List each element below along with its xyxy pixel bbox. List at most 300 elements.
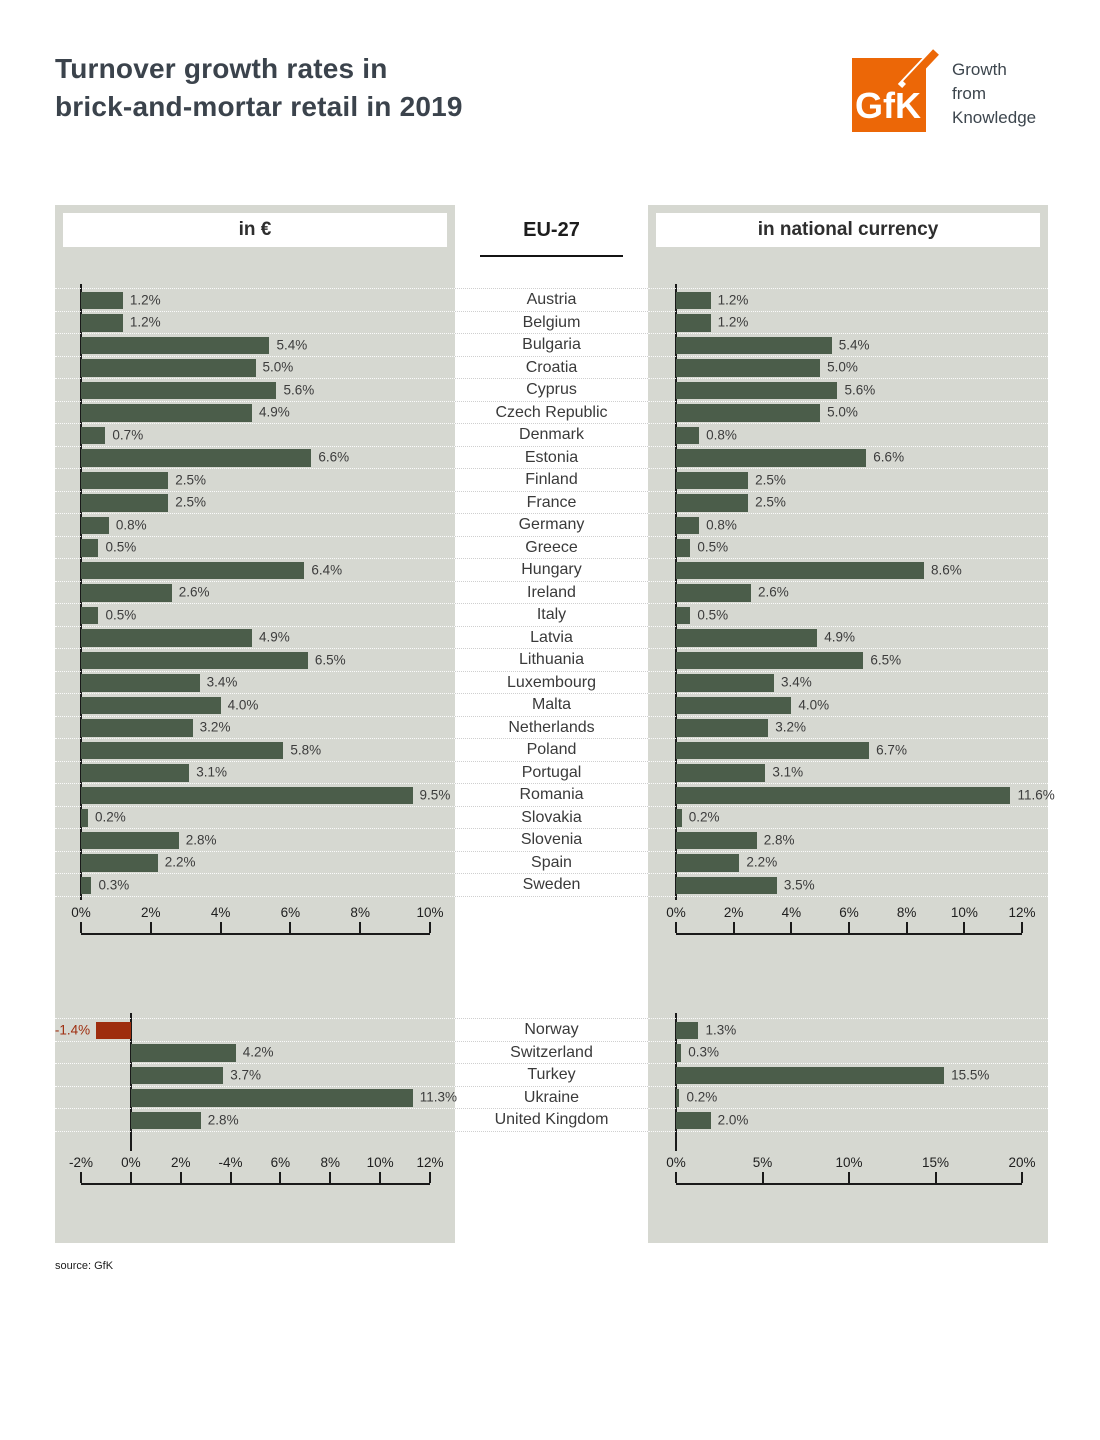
bar-value-label: 2.8% [207, 1112, 239, 1128]
bar-value-label: 2.8% [185, 832, 217, 848]
bar [81, 314, 123, 332]
bar-value-label: 2.2% [164, 854, 196, 870]
axis-tick-label: 15% [921, 1155, 950, 1170]
country-label: Malta [455, 694, 648, 717]
bar [676, 1044, 681, 1062]
country-label: Sweden [455, 874, 648, 897]
bar-value-label: -1.4% [54, 1022, 91, 1038]
bar [81, 472, 168, 490]
country-label: Slovenia [455, 829, 648, 852]
bar-value-label: 3.5% [783, 877, 815, 893]
bar-value-label: 0.5% [697, 539, 729, 555]
bar-row [648, 604, 1048, 627]
bar-row [55, 492, 455, 515]
bar [81, 832, 179, 850]
bar-value-label: 2.5% [175, 472, 207, 488]
country-label: Spain [455, 852, 648, 875]
bar [81, 494, 168, 512]
bar-value-label: 5.6% [283, 382, 315, 398]
bar [131, 1067, 223, 1085]
bar-row [648, 289, 1048, 312]
axis-tick [279, 1172, 281, 1183]
bar [81, 697, 221, 715]
axis-tick [906, 922, 908, 933]
bar-row [55, 559, 455, 582]
axis-tick-label: 0% [666, 1155, 686, 1170]
header-in-euro: in € [63, 213, 447, 247]
axis-tick [963, 922, 965, 933]
bar [81, 292, 123, 310]
axis-tick [429, 922, 431, 933]
bar-row [55, 694, 455, 717]
bar-value-label: 4.9% [259, 629, 290, 645]
axis-tick [130, 1172, 132, 1183]
axis-line [81, 933, 430, 935]
bar-row [648, 649, 1048, 672]
bar [676, 584, 751, 602]
bar [676, 337, 832, 355]
country-label: Norway [455, 1019, 648, 1042]
x-axis-noneu-in-euro [68, 1155, 444, 1185]
bar-row [55, 424, 455, 447]
bar-value-label: 1.2% [717, 292, 749, 308]
bar-value-label: 3.7% [230, 1067, 262, 1083]
x-axis-noneu-national-currency [666, 1155, 1036, 1185]
country-label: Turkey [455, 1064, 648, 1087]
axis-tick-label: 10% [416, 905, 444, 920]
bar-value-label: 0.5% [105, 539, 137, 555]
axis-tick-label: 8% [896, 905, 917, 920]
bar-row [648, 447, 1048, 470]
bar-row [55, 402, 455, 425]
bar [676, 854, 739, 872]
axis-tick-label: 10% [835, 1155, 863, 1170]
bar [676, 404, 820, 422]
bar-value-label: 1.2% [129, 292, 161, 308]
bar-value-label: 6.4% [311, 562, 343, 578]
page-title-line2: brick-and-mortar retail in 2019 [55, 91, 463, 122]
bar [131, 1112, 201, 1130]
bar-row [648, 469, 1048, 492]
bar-row [55, 604, 455, 627]
bar-row [55, 627, 455, 650]
bar [676, 427, 699, 445]
axis-tick-label: 10% [950, 905, 978, 920]
bar-value-label: 0.3% [98, 877, 130, 893]
country-label: Portugal [455, 762, 648, 785]
bar [676, 877, 777, 895]
bar-row [55, 334, 455, 357]
bar-value-label: 2.6% [178, 584, 210, 600]
bar [96, 1022, 131, 1040]
bar-value-label: 2.8% [763, 832, 795, 848]
bar-row [648, 514, 1048, 537]
bar-value-label: 4.9% [259, 404, 290, 420]
bar-value-label: 5.4% [838, 337, 870, 353]
header-national-currency: in national currency [656, 213, 1040, 247]
bar [676, 494, 748, 512]
country-label: Bulgaria [455, 334, 648, 357]
country-label: Lithuania [455, 649, 648, 672]
bar-row [648, 582, 1048, 605]
bar [81, 382, 276, 400]
bar-value-label: 0.8% [706, 427, 737, 443]
axis-tick [329, 1172, 331, 1183]
country-label: Poland [455, 739, 648, 762]
bar [676, 719, 768, 737]
bar [81, 517, 109, 535]
bar [676, 674, 774, 692]
eu-27-underline [480, 255, 623, 257]
bar [676, 787, 1010, 805]
axis-tick [379, 1172, 381, 1183]
bar-value-label: 3.4% [206, 674, 238, 690]
country-label: Denmark [455, 424, 648, 447]
bar-value-label: 2.0% [717, 1112, 749, 1128]
bar-row [55, 807, 455, 830]
country-label: Croatia [455, 357, 648, 380]
page-title-line1: Turnover growth rates in [55, 53, 388, 84]
bar-value-label: 2.5% [755, 472, 786, 488]
bar-row [55, 447, 455, 470]
country-label: Estonia [455, 447, 648, 470]
bar-value-label: 3.1% [196, 764, 227, 780]
axis-tick [80, 922, 82, 933]
bar [676, 314, 711, 332]
bar [676, 517, 699, 535]
country-label: Austria [455, 289, 648, 312]
bar [81, 854, 158, 872]
bar-row [648, 1064, 1048, 1087]
bar-row [55, 829, 455, 852]
country-label: Netherlands [455, 717, 648, 740]
bar-row [648, 717, 1048, 740]
country-label: Cyprus [455, 379, 648, 402]
country-label: Belgium [455, 312, 648, 335]
country-label: Romania [455, 784, 648, 807]
bar-value-label: 5.0% [827, 359, 858, 375]
bar-row [55, 739, 455, 762]
bar-row [648, 379, 1048, 402]
bar-row [648, 537, 1048, 560]
bar-value-label: 6.6% [873, 449, 905, 465]
bar-value-label: 0.7% [112, 427, 144, 443]
bar [81, 652, 308, 670]
bar-row [55, 717, 455, 740]
bar [676, 1112, 711, 1130]
axis-tick-label: 4% [210, 905, 231, 920]
bar-value-label: 0.2% [686, 1089, 718, 1105]
bar-value-label: 1.2% [717, 314, 749, 330]
bar-value-label: 9.5% [419, 787, 451, 803]
bar-row [648, 739, 1048, 762]
bar-row [55, 469, 455, 492]
bar-value-label: 0.8% [706, 517, 737, 533]
bar [81, 719, 193, 737]
axis-tick-label: 0% [666, 905, 686, 920]
bar [81, 877, 91, 895]
axis-line [676, 1183, 1022, 1185]
axis-tick [230, 1172, 232, 1183]
bar [81, 404, 252, 422]
bar-value-label: 5.6% [844, 382, 876, 398]
x-axis-eu-national-currency [666, 905, 1036, 935]
bar [81, 427, 105, 445]
bar-value-label: 5.0% [262, 359, 294, 375]
bar [676, 1089, 679, 1107]
axis-line [81, 1183, 430, 1185]
axis-tick-label: 4% [781, 905, 802, 920]
bar-row [55, 1087, 455, 1110]
bar-row [648, 334, 1048, 357]
country-label: Ireland [455, 582, 648, 605]
bar-value-label: 2.5% [175, 494, 207, 510]
bar-value-label: 4.2% [242, 1044, 274, 1060]
bar-row [55, 852, 455, 875]
bar [81, 764, 189, 782]
bar-value-label: 0.3% [688, 1044, 719, 1060]
axis-tick [220, 922, 222, 933]
bar [676, 472, 748, 490]
bar [81, 449, 311, 467]
country-label: Latvia [455, 627, 648, 650]
bar [676, 562, 924, 580]
bar-row [648, 402, 1048, 425]
bar-value-label: 4.0% [227, 697, 259, 713]
bar-row [648, 1109, 1048, 1132]
bar-value-label: 0.2% [94, 809, 126, 825]
bar-value-label: 8.6% [930, 562, 962, 578]
axis-tick [1021, 1172, 1023, 1183]
bar-row [55, 1064, 455, 1087]
page-title [55, 50, 463, 126]
bar [81, 742, 283, 760]
bar-row [55, 1109, 455, 1132]
bar-value-label: 1.2% [129, 314, 161, 330]
axis-tick [733, 922, 735, 933]
chart-eu-national-currency [648, 288, 1055, 897]
bar-row [648, 492, 1048, 515]
bar-row [55, 1019, 455, 1042]
country-label: Greece [455, 537, 648, 560]
bar-row [648, 357, 1048, 380]
bar-value-label: 6.7% [876, 742, 907, 758]
axis-tick-label: 0% [121, 1155, 141, 1170]
bar-value-label: 0.2% [688, 809, 720, 825]
bar [676, 652, 863, 670]
axis-tick [80, 1172, 82, 1183]
bar [676, 809, 682, 827]
bar [676, 539, 690, 557]
bar-value-label: 4.0% [798, 697, 830, 713]
bar-row [648, 1019, 1048, 1042]
bar-value-label: 0.5% [105, 607, 137, 623]
country-label: Germany [455, 514, 648, 537]
bar [81, 584, 172, 602]
bar-row [648, 784, 1055, 807]
bar-row [55, 762, 455, 785]
country-label: Luxembourg [455, 672, 648, 695]
axis-tick-label: 2% [170, 1155, 191, 1170]
bar-row [648, 424, 1048, 447]
bar-value-label: 1.3% [705, 1022, 737, 1038]
bar [81, 674, 200, 692]
bar-value-label: 4.9% [824, 629, 856, 645]
bar-row [55, 379, 455, 402]
bar-row [55, 537, 455, 560]
country-label: Switzerland [455, 1042, 648, 1065]
bar-row [648, 672, 1048, 695]
bar-value-label: 3.4% [781, 674, 812, 690]
chart-noneu-national-currency [648, 1018, 1048, 1132]
bar-value-label: 0.8% [115, 517, 147, 533]
axis-tick-label: -2% [68, 1155, 94, 1170]
gfk-logo-icon [852, 48, 947, 134]
bar-row [55, 784, 455, 807]
country-label: Czech Republic [455, 402, 648, 425]
axis-tick [848, 922, 850, 933]
bar-value-label: 6.5% [870, 652, 902, 668]
axis-tick [359, 922, 361, 933]
axis-tick [675, 922, 677, 933]
svg-text:GfK: GfK [855, 85, 921, 126]
country-label: Ukraine [455, 1087, 648, 1110]
axis-tick-label: 8% [320, 1155, 341, 1170]
bar [81, 607, 98, 625]
gfk-tagline-line2: from [952, 84, 986, 103]
country-labels-eu [455, 288, 648, 897]
bar-value-label: 3.2% [199, 719, 231, 735]
axis-tick [429, 1172, 431, 1183]
country-label: United Kingdom [455, 1109, 648, 1132]
bar [81, 539, 98, 557]
bar-row [55, 1042, 455, 1065]
bar [81, 359, 256, 377]
axis-tick-label: 10% [366, 1155, 394, 1170]
axis-tick-label: 0% [71, 905, 91, 920]
bar [81, 809, 88, 827]
gfk-tagline-line3: Knowledge [952, 108, 1037, 127]
bar-row [648, 1042, 1048, 1065]
bar-row [648, 829, 1048, 852]
bar [81, 787, 413, 805]
bar [81, 337, 269, 355]
bar-value-label: 0.5% [697, 607, 729, 623]
bar [131, 1044, 236, 1062]
axis-tick [180, 1172, 182, 1183]
bar-value-label: 11.6% [1017, 787, 1055, 803]
gfk-tagline [952, 58, 1036, 130]
bar-row [55, 582, 455, 605]
bar-value-label: 6.5% [314, 652, 346, 668]
bar [676, 629, 817, 647]
bar [676, 764, 765, 782]
axis-tick-label: 8% [350, 905, 370, 920]
bar-row [648, 874, 1048, 897]
axis-tick [762, 1172, 764, 1183]
axis-tick [790, 922, 792, 933]
axis-tick [935, 1172, 937, 1183]
axis-tick-label: 2% [141, 905, 161, 920]
axis-tick-label: -4% [218, 1155, 243, 1170]
axis-tick-label: 12% [1008, 905, 1036, 920]
bar [676, 359, 820, 377]
bar-row [648, 1087, 1048, 1110]
axis-tick [289, 922, 291, 933]
axis-tick-label: 6% [270, 1155, 291, 1170]
bar-row [55, 514, 455, 537]
axis-tick-label: 6% [839, 905, 859, 920]
country-label: France [455, 492, 648, 515]
bar-row [648, 852, 1048, 875]
bar-value-label: 5.0% [827, 404, 858, 420]
bar [676, 607, 690, 625]
source-note: source: GfK [55, 1260, 114, 1272]
bar-value-label: 6.6% [318, 449, 350, 465]
axis-tick [1021, 922, 1023, 933]
gfk-logo [852, 48, 1082, 134]
bar [676, 697, 791, 715]
axis-tick [150, 922, 152, 933]
country-label: Finland [455, 469, 648, 492]
bar-value-label: 2.2% [746, 854, 778, 870]
axis-line [676, 933, 1022, 935]
bar [676, 742, 869, 760]
bar-row [648, 694, 1048, 717]
axis-tick-label: 6% [280, 905, 301, 920]
bar-value-label: 15.5% [951, 1067, 990, 1083]
bar-row [55, 357, 455, 380]
bar-row [648, 807, 1048, 830]
bar-row [648, 559, 1048, 582]
bar [81, 562, 304, 580]
bar [676, 449, 866, 467]
axis-tick [675, 1172, 677, 1183]
x-axis-eu-in-euro [71, 905, 444, 935]
axis-tick-label: 20% [1008, 1155, 1036, 1170]
bar-row [648, 312, 1048, 335]
axis-tick-label: 12% [416, 1155, 444, 1170]
bar-value-label: 2.6% [757, 584, 789, 600]
country-label: Italy [455, 604, 648, 627]
bar-row [55, 289, 455, 312]
bar-row [55, 649, 455, 672]
header-eu-27: EU-27 [523, 219, 580, 241]
bar-value-label: 5.8% [290, 742, 322, 758]
country-label: Hungary [455, 559, 648, 582]
country-label: Slovakia [455, 807, 648, 830]
bar-value-label: 5.4% [276, 337, 308, 353]
axis-tick-label: 5% [752, 1155, 773, 1170]
bar-row [55, 672, 455, 695]
bar [676, 1067, 944, 1085]
axis-tick-label: 2% [723, 905, 744, 920]
bar-row [55, 312, 455, 335]
bar-value-label: 3.2% [775, 719, 807, 735]
bar [676, 292, 711, 310]
gfk-tagline-line1: Growth [952, 60, 1007, 79]
bar-value-label: 2.5% [755, 494, 786, 510]
bar [676, 1022, 698, 1040]
bar [131, 1089, 413, 1107]
bar [81, 629, 252, 647]
bar [676, 832, 757, 850]
country-labels-noneu [455, 1018, 648, 1132]
bar-value-label: 11.3% [419, 1089, 457, 1105]
chart-noneu-in-euro [55, 1018, 455, 1132]
bar-row [648, 762, 1048, 785]
bar-value-label: 3.1% [772, 764, 804, 780]
